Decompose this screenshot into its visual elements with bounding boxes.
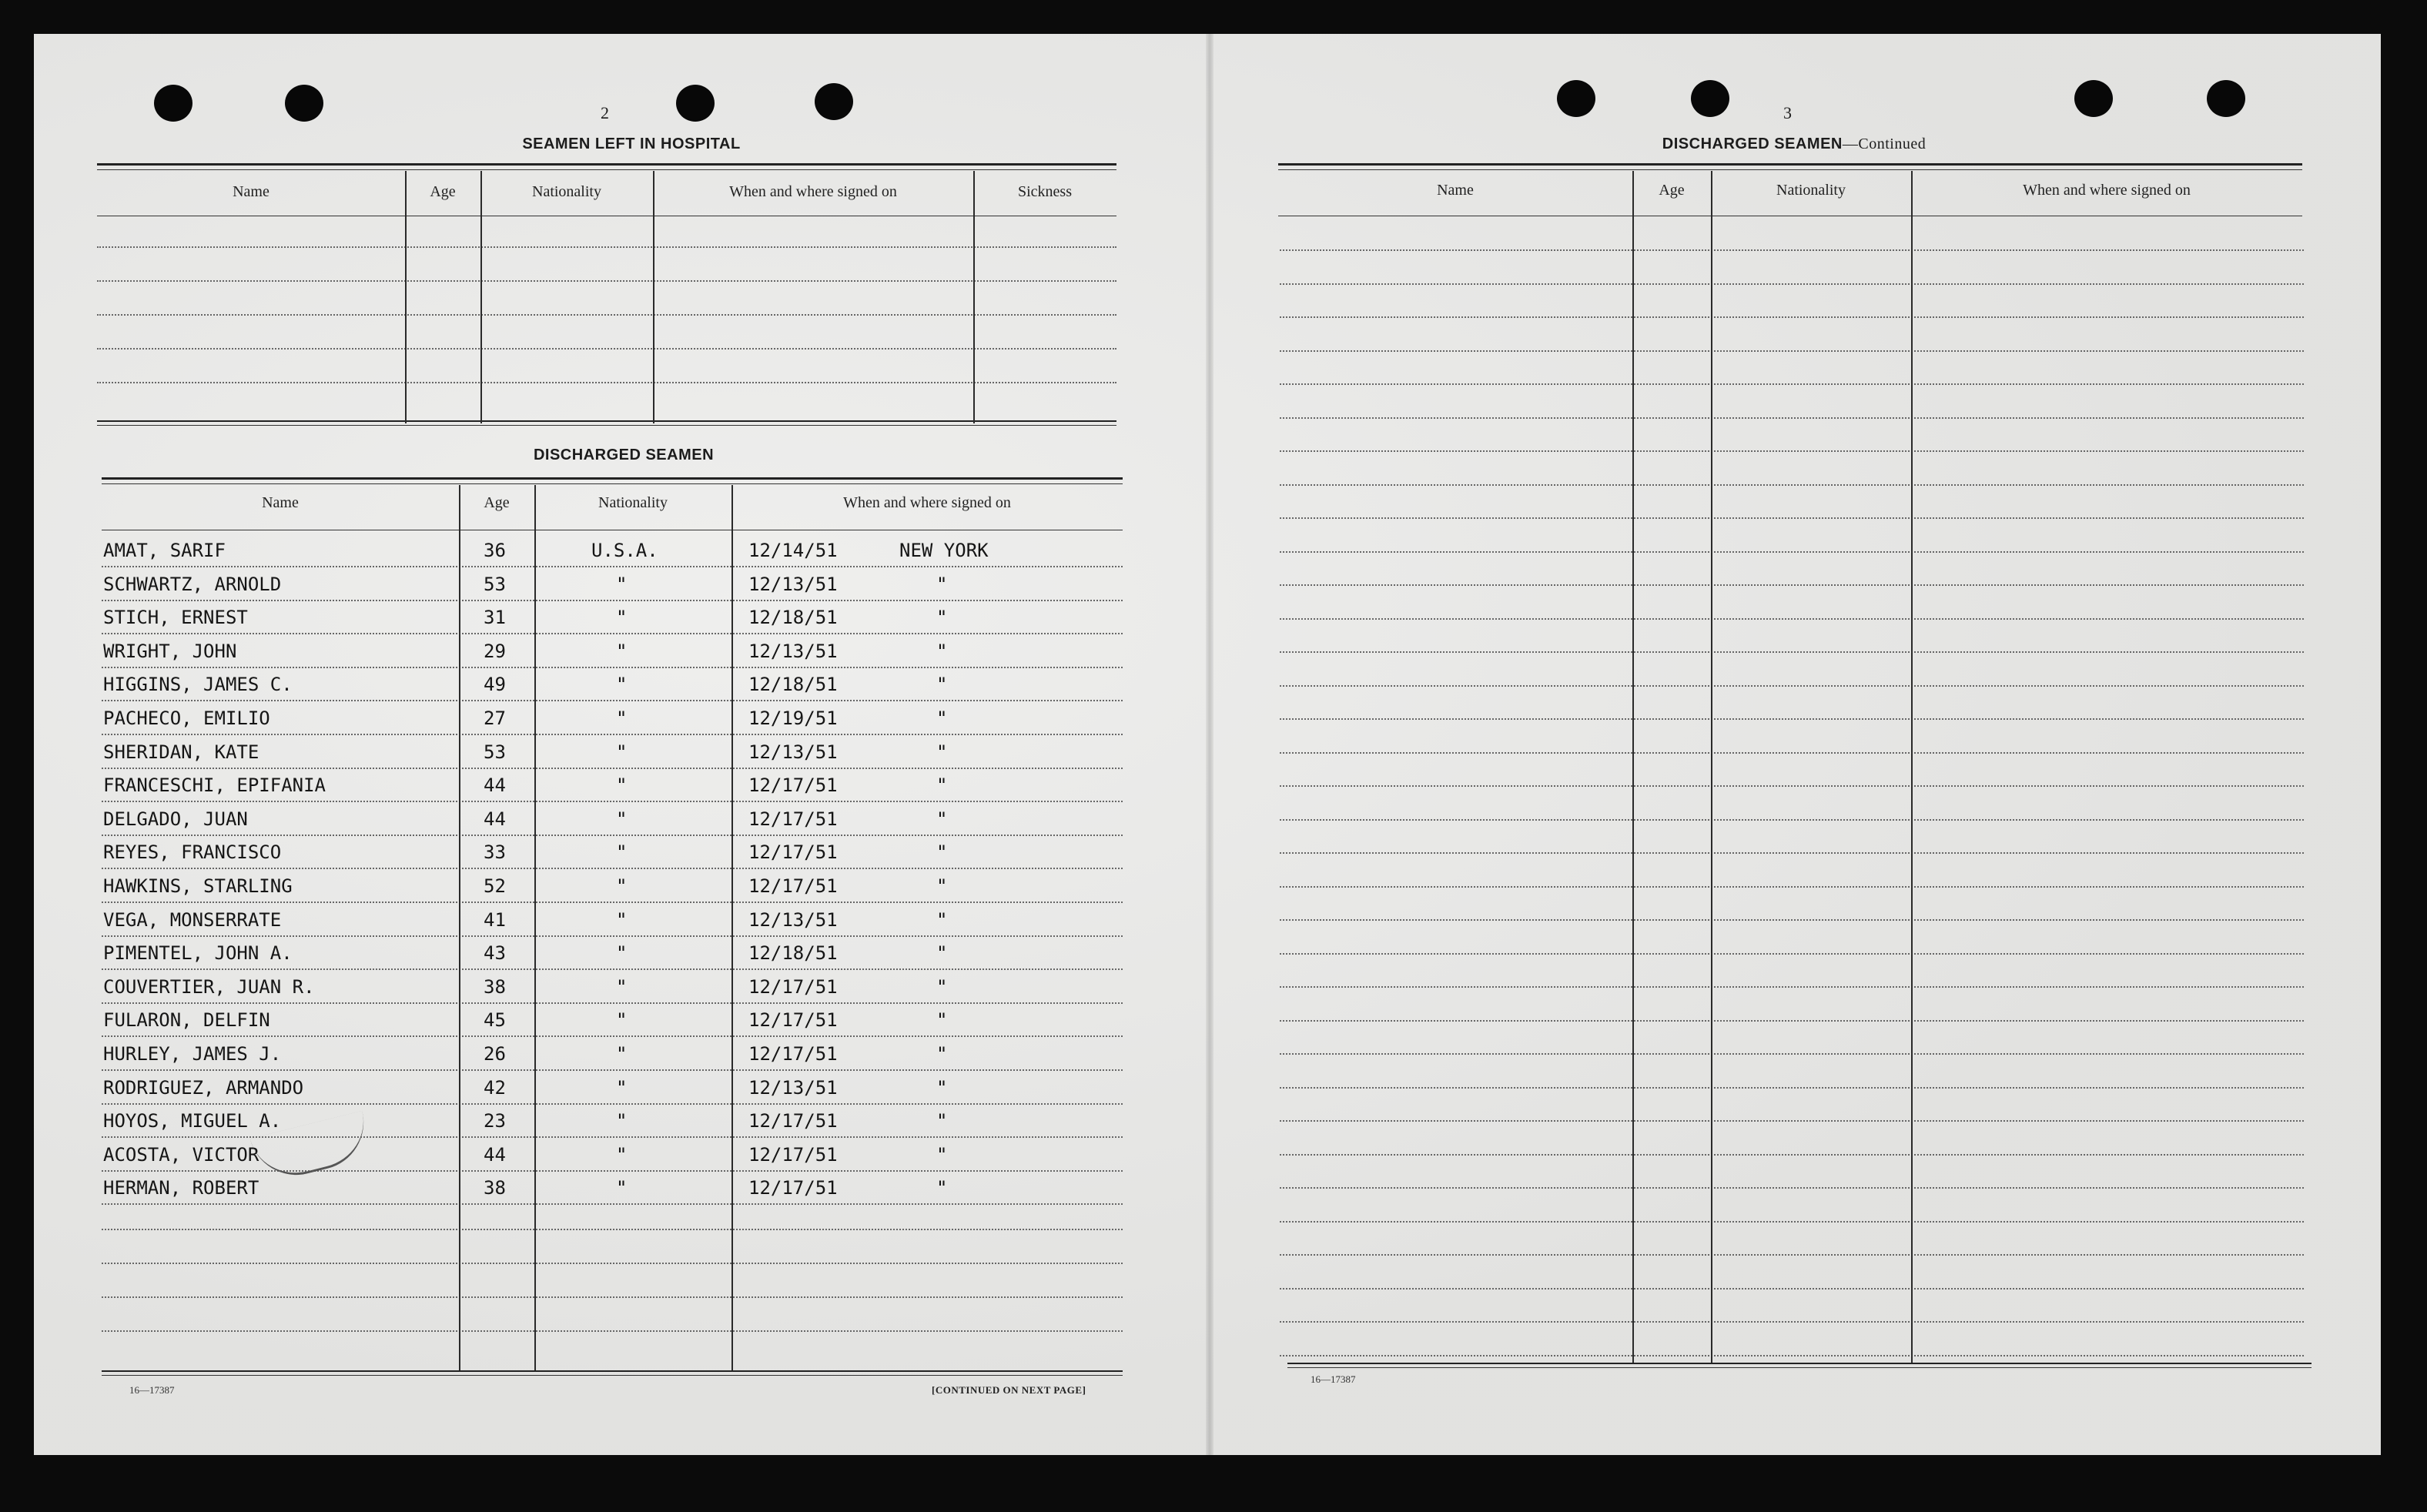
signed-on-place: " bbox=[936, 640, 948, 662]
row-rule bbox=[1280, 450, 2304, 452]
row-rule bbox=[102, 734, 1123, 735]
signed-on-place: " bbox=[936, 607, 948, 629]
seaman-age: 41 bbox=[484, 908, 506, 931]
row-rule bbox=[102, 700, 1123, 701]
seaman-name: FRANCESCHI, EPIFANIA bbox=[103, 774, 326, 797]
signed-on-place: " bbox=[936, 942, 948, 965]
seaman-name: RODRIGUEZ, ARMANDO bbox=[103, 1076, 304, 1099]
seaman-name: HAWKINS, STARLING bbox=[103, 875, 293, 897]
seaman-name: PACHECO, EMILIO bbox=[103, 707, 270, 729]
rule bbox=[1287, 1363, 2312, 1364]
seaman-age: 53 bbox=[484, 741, 506, 763]
row-rule bbox=[1280, 484, 2304, 486]
seaman-name: VEGA, MONSERRATE bbox=[103, 908, 282, 931]
seaman-name: HIGGINS, JAMES C. bbox=[103, 674, 293, 696]
row-rule bbox=[1280, 852, 2304, 854]
hospital-header-name: Name bbox=[233, 183, 269, 200]
row-rule bbox=[102, 1103, 1123, 1105]
seaman-name: HURLEY, JAMES J. bbox=[103, 1043, 282, 1065]
seaman-nationality: " bbox=[616, 841, 628, 864]
seaman-age: 38 bbox=[484, 975, 506, 998]
continued-title-rest: —Continued bbox=[1842, 135, 1927, 152]
hospital-header-age: Age bbox=[430, 183, 456, 200]
signed-on-date: 12/17/51 bbox=[748, 1110, 838, 1132]
signed-on-date: 12/17/51 bbox=[748, 1177, 838, 1199]
row-rule bbox=[102, 1263, 1123, 1264]
signed-on-place: " bbox=[936, 908, 948, 931]
row-rule bbox=[1280, 1288, 2304, 1290]
rule bbox=[102, 1375, 1123, 1376]
signed-on-date: 12/19/51 bbox=[748, 707, 838, 729]
seaman-nationality: " bbox=[616, 573, 628, 595]
rule bbox=[1278, 163, 2302, 166]
signed-on-date: 12/17/51 bbox=[748, 808, 838, 830]
row-rule bbox=[1280, 517, 2304, 519]
row-rule bbox=[1280, 316, 2304, 318]
row-rule bbox=[102, 968, 1123, 970]
rule bbox=[97, 382, 1116, 383]
seaman-nationality: " bbox=[616, 875, 628, 897]
seaman-age: 42 bbox=[484, 1076, 506, 1099]
seaman-nationality: " bbox=[616, 908, 628, 931]
signed-on-place: " bbox=[936, 1177, 948, 1199]
seaman-age: 45 bbox=[484, 1009, 506, 1032]
signed-on-place: " bbox=[936, 808, 948, 830]
row-rule bbox=[1280, 919, 2304, 921]
signed-on-place: " bbox=[936, 1043, 948, 1065]
hospital-header-nationality: Nationality bbox=[532, 183, 601, 200]
rule bbox=[97, 420, 1116, 422]
row-rule bbox=[102, 600, 1123, 601]
row-rule bbox=[102, 1035, 1123, 1037]
signed-on-place: NEW YORK bbox=[899, 540, 989, 561]
signed-on-date: 12/17/51 bbox=[748, 1009, 838, 1032]
seaman-name: WRIGHT, JOHN bbox=[103, 640, 237, 662]
seaman-nationality: " bbox=[616, 975, 628, 998]
row-rule bbox=[1280, 752, 2304, 754]
column-divider bbox=[480, 171, 482, 423]
row-rule bbox=[1280, 283, 2304, 285]
signed-on-date: 12/17/51 bbox=[748, 975, 838, 998]
form-number: 16—17387 bbox=[1311, 1373, 1356, 1385]
seaman-name: AMAT, SARIF bbox=[103, 540, 226, 561]
discharged-header-name: Name bbox=[262, 494, 299, 511]
rule bbox=[102, 1370, 1123, 1372]
row-rule bbox=[1280, 249, 2304, 251]
continued-header-age: Age bbox=[1659, 182, 1685, 199]
seaman-name: DELGADO, JUAN bbox=[103, 808, 248, 830]
signed-on-place: " bbox=[936, 1009, 948, 1032]
rule bbox=[97, 425, 1116, 426]
column-divider bbox=[973, 171, 975, 423]
row-rule bbox=[102, 1330, 1123, 1332]
seaman-age: 44 bbox=[484, 808, 506, 830]
rule bbox=[97, 246, 1116, 248]
row-rule bbox=[1280, 1321, 2304, 1323]
signed-on-place: " bbox=[936, 707, 948, 729]
seaman-name: HERMAN, ROBERT bbox=[103, 1177, 259, 1199]
seaman-age: 36 bbox=[484, 540, 506, 561]
row-rule bbox=[102, 633, 1123, 634]
signed-on-date: 12/18/51 bbox=[748, 607, 838, 629]
seaman-age: 29 bbox=[484, 640, 506, 662]
column-divider bbox=[405, 171, 407, 423]
signed-on-date: 12/18/51 bbox=[748, 674, 838, 696]
row-rule bbox=[1280, 383, 2304, 385]
seaman-nationality: " bbox=[616, 1009, 628, 1032]
seaman-nationality: " bbox=[616, 1110, 628, 1132]
punch-hole bbox=[154, 85, 192, 122]
signed-on-place: " bbox=[936, 875, 948, 897]
punch-hole bbox=[1691, 80, 1729, 117]
seaman-name: FULARON, DELFIN bbox=[103, 1009, 270, 1032]
seaman-age: 43 bbox=[484, 942, 506, 965]
row-rule bbox=[1280, 1254, 2304, 1256]
signed-on-place: " bbox=[936, 841, 948, 864]
discharged-header-nationality: Nationality bbox=[598, 494, 668, 511]
signed-on-date: 12/13/51 bbox=[748, 741, 838, 763]
seaman-age: 44 bbox=[484, 1143, 506, 1166]
row-rule bbox=[102, 566, 1123, 567]
continued-note: [CONTINUED ON NEXT PAGE] bbox=[932, 1384, 1086, 1396]
signed-on-date: 12/14/51 bbox=[748, 540, 838, 561]
signed-on-date: 12/17/51 bbox=[748, 1143, 838, 1166]
seaman-name: STICH, ERNEST bbox=[103, 607, 248, 629]
rule bbox=[97, 348, 1116, 350]
seaman-nationality: " bbox=[616, 1076, 628, 1099]
seaman-age: 23 bbox=[484, 1110, 506, 1132]
row-rule bbox=[102, 868, 1123, 869]
seaman-nationality: " bbox=[616, 707, 628, 729]
continued-header-name: Name bbox=[1437, 182, 1474, 199]
column-divider bbox=[1711, 171, 1712, 1364]
signed-on-place: " bbox=[936, 1143, 948, 1166]
rule bbox=[1278, 169, 2302, 170]
row-rule bbox=[1280, 1221, 2304, 1223]
signed-on-place: " bbox=[936, 774, 948, 797]
row-rule bbox=[1280, 350, 2304, 352]
signed-on-date: 12/17/51 bbox=[748, 841, 838, 864]
hospital-header-sickness: Sickness bbox=[1018, 183, 1072, 200]
signed-on-place: " bbox=[936, 741, 948, 763]
column-divider bbox=[1632, 171, 1634, 1364]
row-rule bbox=[102, 801, 1123, 802]
seaman-age: 33 bbox=[484, 841, 506, 864]
rule bbox=[97, 169, 1116, 170]
signed-on-place: " bbox=[936, 573, 948, 595]
row-rule bbox=[1280, 584, 2304, 586]
page-number: 3 bbox=[1783, 103, 1792, 122]
seaman-nationality: " bbox=[616, 774, 628, 797]
row-rule bbox=[1280, 1087, 2304, 1089]
seaman-nationality: " bbox=[616, 741, 628, 763]
row-rule bbox=[1280, 886, 2304, 888]
column-divider bbox=[534, 485, 536, 1370]
row-rule bbox=[102, 768, 1123, 769]
seaman-nationality: " bbox=[616, 640, 628, 662]
row-rule bbox=[1280, 1154, 2304, 1156]
signed-on-date: 12/18/51 bbox=[748, 942, 838, 965]
signed-on-date: 12/13/51 bbox=[748, 640, 838, 662]
continued-title-bold: DISCHARGED SEAMEN bbox=[1662, 135, 1843, 152]
row-rule bbox=[1280, 986, 2304, 988]
seaman-name: COUVERTIER, JUAN R. bbox=[103, 975, 315, 998]
signed-on-date: 12/17/51 bbox=[748, 875, 838, 897]
seaman-age: 31 bbox=[484, 607, 506, 629]
row-rule bbox=[102, 1002, 1123, 1004]
signed-on-date: 12/17/51 bbox=[748, 1043, 838, 1065]
seaman-name: SCHWARTZ, ARNOLD bbox=[103, 573, 282, 595]
row-rule bbox=[1280, 1187, 2304, 1189]
signed-on-date: 12/13/51 bbox=[748, 1076, 838, 1099]
row-rule bbox=[1280, 953, 2304, 955]
signed-on-date: 12/13/51 bbox=[748, 573, 838, 595]
seaman-nationality: U.S.A. bbox=[591, 540, 658, 561]
signed-on-place: " bbox=[936, 1110, 948, 1132]
seaman-nationality: " bbox=[616, 1143, 628, 1166]
punch-hole bbox=[2207, 80, 2245, 117]
seaman-name: HOYOS, MIGUEL A. bbox=[103, 1110, 282, 1132]
row-rule bbox=[102, 935, 1123, 937]
row-rule bbox=[1280, 819, 2304, 821]
seaman-nationality: " bbox=[616, 1043, 628, 1065]
row-rule bbox=[1280, 618, 2304, 620]
hospital-section-title: SEAMEN LEFT IN HOSPITAL bbox=[522, 135, 741, 152]
seaman-name: REYES, FRANCISCO bbox=[103, 841, 282, 864]
rule bbox=[97, 280, 1116, 282]
page-fold bbox=[1206, 34, 1214, 1455]
discharged-header-signed-on: When and where signed on bbox=[843, 494, 1011, 511]
row-rule bbox=[1280, 1120, 2304, 1122]
column-divider bbox=[1911, 171, 1913, 1364]
row-rule bbox=[1280, 718, 2304, 720]
form-number: 16—17387 bbox=[129, 1384, 175, 1396]
column-divider bbox=[731, 485, 733, 1370]
row-rule bbox=[1280, 551, 2304, 553]
row-rule bbox=[1280, 417, 2304, 419]
rule bbox=[97, 163, 1116, 166]
discharged-continued-title bbox=[1571, 135, 2017, 153]
row-rule bbox=[102, 835, 1123, 836]
column-divider bbox=[459, 485, 460, 1370]
punch-hole bbox=[1557, 80, 1595, 117]
row-rule bbox=[102, 902, 1123, 903]
seaman-name: PIMENTEL, JOHN A. bbox=[103, 942, 293, 965]
punch-hole bbox=[815, 83, 853, 120]
rule bbox=[1287, 1367, 2312, 1368]
seaman-age: 49 bbox=[484, 674, 506, 696]
row-rule bbox=[1280, 785, 2304, 787]
continued-header-nationality: Nationality bbox=[1776, 182, 1846, 199]
rule bbox=[102, 483, 1123, 484]
page-number: 2 bbox=[601, 103, 609, 122]
signed-on-date: 12/13/51 bbox=[748, 908, 838, 931]
continued-header-signed-on: When and where signed on bbox=[2023, 182, 2191, 199]
seaman-nationality: " bbox=[616, 607, 628, 629]
signed-on-place: " bbox=[936, 674, 948, 696]
row-rule bbox=[102, 1203, 1123, 1205]
seaman-age: 52 bbox=[484, 875, 506, 897]
discharged-section-title: DISCHARGED SEAMEN bbox=[533, 447, 715, 463]
signed-on-place: " bbox=[936, 975, 948, 998]
punch-hole bbox=[285, 85, 323, 122]
seaman-age: 53 bbox=[484, 573, 506, 595]
punch-hole bbox=[2074, 80, 2113, 117]
column-divider bbox=[653, 171, 654, 423]
row-rule bbox=[1280, 685, 2304, 687]
row-rule bbox=[102, 1069, 1123, 1071]
seaman-name: ACOSTA, VICTOR bbox=[103, 1143, 259, 1166]
row-rule bbox=[1280, 1053, 2304, 1055]
hospital-header-signed-on: When and where signed on bbox=[729, 183, 897, 200]
signed-on-place: " bbox=[936, 1076, 948, 1099]
row-rule bbox=[102, 1296, 1123, 1298]
row-rule bbox=[102, 1229, 1123, 1230]
rule bbox=[97, 314, 1116, 316]
seaman-age: 26 bbox=[484, 1043, 506, 1065]
seaman-age: 38 bbox=[484, 1177, 506, 1199]
row-rule bbox=[1280, 651, 2304, 653]
seaman-name: SHERIDAN, KATE bbox=[103, 741, 259, 763]
signed-on-date: 12/17/51 bbox=[748, 774, 838, 797]
seaman-nationality: " bbox=[616, 1177, 628, 1199]
row-rule bbox=[1280, 1355, 2304, 1356]
seaman-nationality: " bbox=[616, 674, 628, 696]
seaman-age: 27 bbox=[484, 707, 506, 729]
seaman-nationality: " bbox=[616, 942, 628, 965]
seaman-nationality: " bbox=[616, 808, 628, 830]
punch-hole bbox=[676, 85, 715, 122]
row-rule bbox=[1280, 1020, 2304, 1022]
row-rule bbox=[102, 667, 1123, 668]
discharged-header-age: Age bbox=[484, 494, 510, 511]
row-rule bbox=[102, 1170, 1123, 1172]
seaman-age: 44 bbox=[484, 774, 506, 797]
rule bbox=[102, 477, 1123, 480]
